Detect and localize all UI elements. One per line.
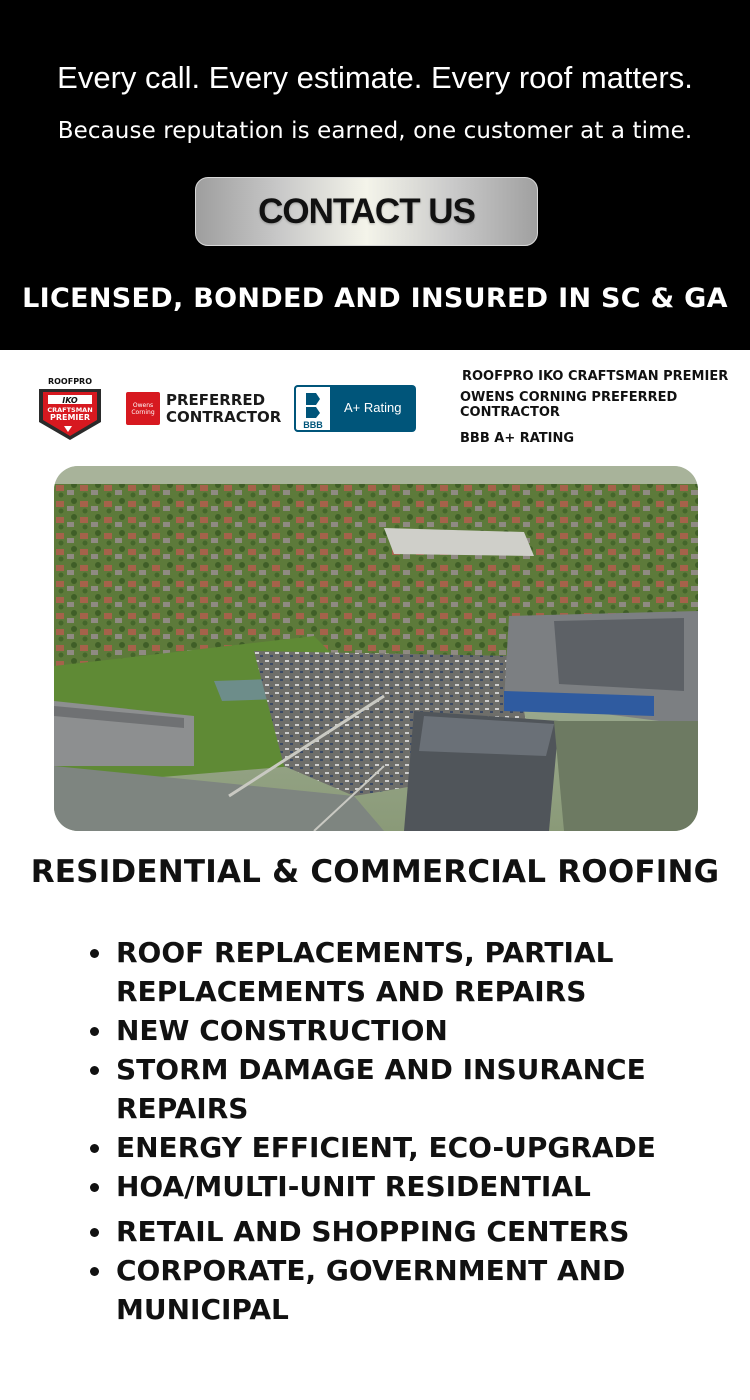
owens-corning-logo (126, 392, 160, 425)
roofpro-iko-badge (36, 376, 104, 442)
aerial-photo (54, 466, 698, 831)
section-title: RESIDENTIAL & COMMERCIAL ROOFING (30, 854, 720, 890)
list-item: ROOF REPLACEMENTS, PARTIAL REPLACEMENTS AND REPAIRS (86, 933, 686, 1011)
contact-us-button[interactable]: CONTACT US (195, 177, 538, 246)
roofpro-line1-text: CRAFTSMAN (47, 406, 93, 414)
owens-logo-line2: Corning (131, 409, 155, 416)
license-statement: LICENSED, BONDED AND INSURED IN SC & GA (22, 283, 728, 314)
roofpro-top-text: ROOFPRO (47, 377, 93, 386)
credential-item: BBB A+ RATING (460, 431, 575, 446)
bbb-logo-text: BBB (303, 420, 323, 430)
credential-item: ROOFPRO IKO CRAFTSMAN PREMIER (462, 369, 729, 384)
owens-label-line1: PREFERRED (166, 391, 266, 409)
list-item: CORPORATE, GOVERNMENT AND MUNICIPAL (86, 1251, 686, 1329)
roofpro-brand-text: IKO (62, 396, 78, 405)
list-item: RETAIL AND SHOPPING CENTERS (86, 1212, 686, 1251)
bbb-rating-text: A+ Rating (344, 400, 402, 415)
list-item: NEW CONSTRUCTION (86, 1011, 686, 1050)
bbb-torch-icon (294, 385, 332, 432)
owens-label-line2: CONTRACTOR (166, 408, 282, 426)
list-item: STORM DAMAGE AND INSURANCE REPAIRS (86, 1050, 686, 1128)
services-list (86, 933, 686, 1329)
hero-banner (0, 0, 750, 350)
list-item: ENERGY EFFICIENT, ECO-UPGRADE (86, 1128, 686, 1167)
owens-corning-badge (126, 390, 282, 426)
hero-title: Every call. Every estimate. Every roof matters. (57, 60, 693, 95)
roofpro-line2-text: PREMIER (49, 413, 91, 422)
hero-subtitle: Because reputation is earned, one customer at a time. (57, 118, 693, 144)
bbb-badge (294, 385, 416, 432)
owens-logo-line1: Owens (132, 402, 154, 409)
list-item: HOA/MULTI-UNIT RESIDENTIAL (86, 1167, 686, 1206)
credential-item: OWENS CORNING PREFERRED CONTRACTOR (460, 390, 678, 420)
